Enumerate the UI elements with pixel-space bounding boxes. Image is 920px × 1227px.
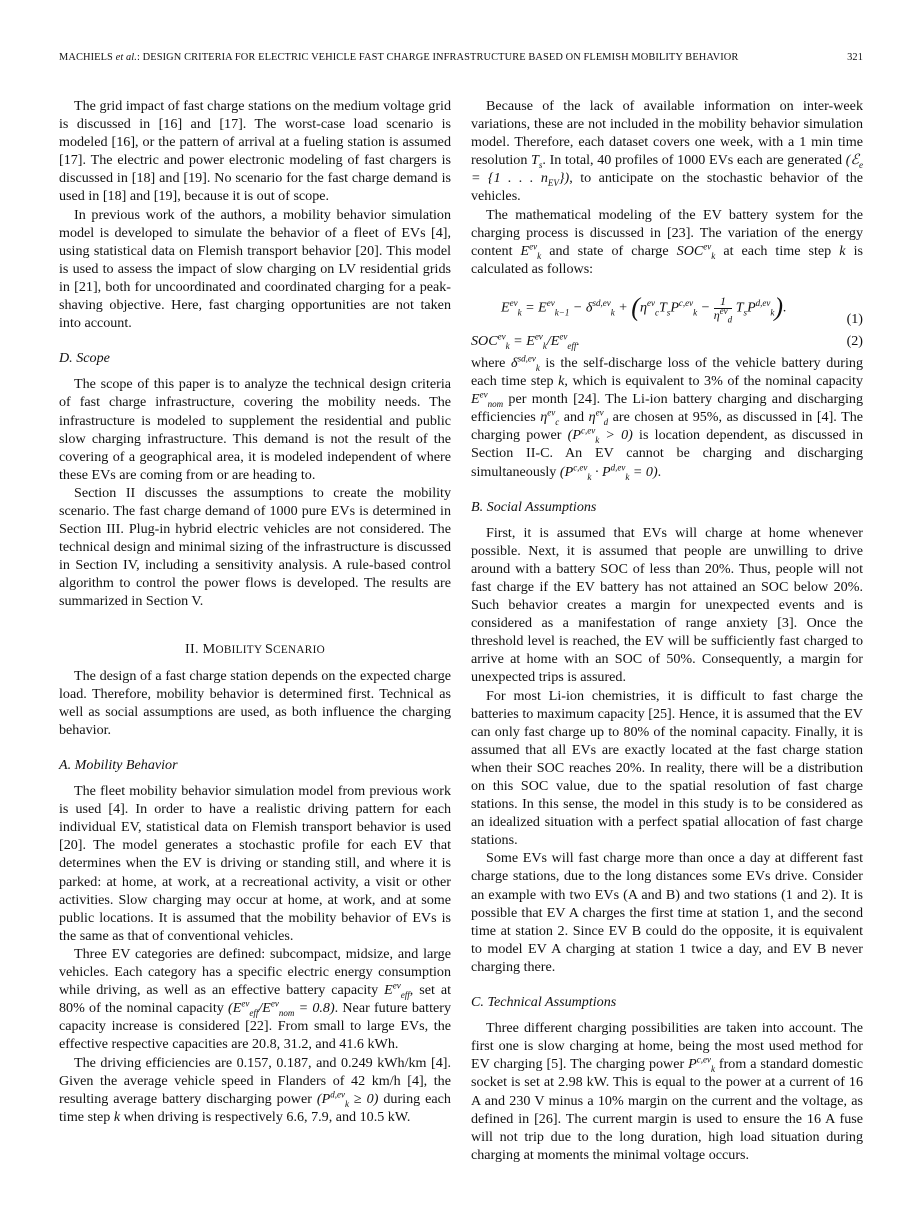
paragraph: In previous work of the authors, a mobility behavior simulation model is developed to simulate the behavior of a fleet of EVs [4], using statistical data on Flemish transport behavior [20]. This model is used to assess the impact of slow charging on LV residential grids in [21], both for uncoordinated and coordinated charging for a peak-shaving objective. Here, fast charging opportunities are not taken into account.: [59, 206, 451, 332]
paragraph: Because of the lack of available information on inter-week variations, these are not included in the mobility behavior simulation model. Therefore, each dataset covers one week, with a 1 min time resolution $T_s$. In total, 40 profiles of 1000 EVs each are generated (ℰ$_e$ = {1 . . . $n_{EV}$}), to anticipate on the stochastic behavior of the vehicles.: [471, 98, 864, 205]
paragraph: The mathematical modeling of the EV battery system for the charging process is discussed in [23]. The variation of the energy content $E^{ev}_k$ and state of charge $SOC^{ev}_k$ at each time step k is calculated as follows:: [471, 206, 863, 277]
math-inline: $T_s$: [531, 152, 543, 171]
math-inline: $(P^{c,ev}_k \cdot P^{d,ev}_k = 0)$: [559, 461, 658, 482]
math-inline: $(P^{c,ev}_k > 0)$: [567, 425, 633, 446]
equation-2-body: $SOC^{ev}_k = E^{ev}_k/E^{ev}_{eff}$.: [471, 331, 580, 351]
paragraph: The fleet mobility behavior simulation model from previous work is used [4]. In order to have a realistic driving pattern for each individual EV, statistical data on Flemish transport behavior is used [20]. The model generates a stochastic profile for each EV that determines when the EV is driving or standing still, and where it is parked: at home, at work, at a recreational activity, a visit or other activities. Slow charging may occur at home, at work, and at some public locations. It is assumed that the mobility behavior of EVs is the same as that of conventional vehicles.: [59, 783, 451, 944]
paragraph: Three different charging possibilities are taken into account. The first one is slow charging at home, being the most used method for EV charging [5]. The charging power $P^{c,ev}_k$ from a standard domestic socket is set at 2.98 kW. This is equal to the power at a current of 16 A and 230 V minus a 10% margin on the current and the voltage, as defined in [26]. The current margin is used to ensure the 16 A fuse will not trip due to the long duration, high load situation during charging at moments the minimal voltage occurs.: [471, 1020, 863, 1163]
math-inline: $P^{c,ev}_k$: [688, 1054, 715, 1075]
subsection-heading-social-assumptions: B. Social Assumptions: [471, 498, 597, 515]
equation-2-number: (2): [846, 332, 863, 349]
paragraph: Section II discusses the assumptions to create the mobility scenario. The fast charge demand of 1000 pure EVs is determined in Section III. Plug-in hybrid electric vehicles are not considered. The technical design and minimal sizing of the infrastructure is discussed in Section IV, including a sensitivity analysis. A rule-based control algorithm to control the power flows is developed. The results are summarized in Section V.: [59, 484, 451, 610]
left-column: [59, 97, 451, 1126]
paragraph: The design of a fast charge station depends on the expected charge load. Therefore, mobility behavior is determined first. Technical as well as social assumptions are used, as both influence the charging behavior.: [59, 667, 451, 738]
subsection-heading-mobility-behavior: A. Mobility Behavior: [59, 757, 178, 773]
math-inline: $E^{ev}_{nom}$: [471, 389, 504, 409]
math-inline: (ℰ$_e$ = {1 . . . $n_{EV}$}): [471, 152, 863, 189]
paragraph: where $\delta^{sd,ev}_k$ is the self-discharge loss of the vehicle battery during each time step k, which is equivalent to 3% of the nominal capacity $E^{ev}_{nom}$ per month [24]. The Li-ion battery charging and discharging efficiencies $\eta^{ev}_c$ and $\eta^{ev}_d$ are chosen at 95%, as discussed in [4]. The charging power $(P^{c,ev}_k > 0)$ is location dependent, as discussed in Section II-C. An EV cannot be charging and discharging simultaneously $(P^{c,ev}_k \cdot P^{d,ev}_k = 0)$.: [471, 353, 864, 482]
math-inline: k: [839, 242, 846, 259]
equation-1-number: (1): [846, 310, 863, 327]
paragraph: First, it is assumed that EVs will charge at home whenever possible. Next, it is assumed that people are unwilling to drive around with a battery SOC of less than 20%. Thus, people will not fast charge if the EV battery has not attained an SOC below 20%. Such behavior creates a margin for unexpected events and is considered as a manifestation of range anxiety [3]. Once the threshold level is reached, the EV will be sufficiently fast charged to arrive at home with an SOC of 50%. Consequently, a margin for unexpected trips is assured.: [471, 524, 863, 686]
paragraph: The driving efficiencies are 0.157, 0.187, and 0.249 kWh/km [4]. Given the average vehicle speed in Flanders of 42 km/h [4], the resulting average battery discharging power $(P^{d,ev}_k \ge 0)$ during each time step k when driving is respectively 6.6, 7.9, and 10.5 kW.: [59, 1054, 451, 1125]
section-heading-mobility-scenario: II. MOBILITY SCENARIO: [185, 640, 325, 657]
subsection-heading-technical-assumptions: C. Technical Assumptions: [471, 994, 617, 1011]
math-inline: $SOC^{ev}_k$: [676, 241, 716, 261]
equation-2: [471, 330, 863, 354]
paragraph: Some EVs will fast charge more than once a day at different fast charge stations, due to the long distances some EVs drive. Consider an example with two EVs (A and B) and two stations (1 and 2). It is possible that EV A charges the first time at station 1, and the second time at station 2. Since EV B could do the opposite, it is equivalent to model EV A charging at station 1 twice a day, and EV B never charging there.: [471, 850, 863, 975]
equation-1-body: $E^{ev}_k = E^{ev}_{k-1} - \delta^{sd,ev}_k + (\eta^{ev}_cT_sP^{c,ev}_k$ − 1 $\eta^{ev}_d$ $T_sP^{d,ev}_k$).: [501, 292, 787, 325]
math-inline: $\eta^{ev}_c$: [540, 407, 560, 428]
paragraph: For most Li-ion chemistries, it is difficult to fast charge the batteries to maximum capacity [25]. Hence, it is assumed that the EV can only fast charge up to 80% of the nominal capacity. Finally, it is assumed that all EVs are exactly located at the fast charge station when their SOC reaches 20%. In reality, there will be a distribution on this SOC value, due to the spatial resolution of fast charge stations. In this sense, the model in this study is to be considered as an idealized situation with a perfect spatial allocation of fast charge stations.: [471, 687, 863, 849]
math-inline: $\delta^{sd,ev}_k$: [511, 353, 540, 373]
subsection-heading-scope: D. Scope: [59, 350, 110, 367]
right-column: [471, 97, 863, 1164]
paragraph: Three EV categories are defined: subcompact, midsize, and large vehicles. Each category has a specific electric energy consumption while driving, as well as an effective battery capacity $E^{ev}_{eff}$, set at 80% of the nominal capacity $(E^{ev}_{eff}/E^{ev}_{nom} = 0.8)$. Near future battery capacity increase is considered [22]. From small to large EVs, the effective respective capacities are 20.8, 31.2, and 41.6 kWh.: [59, 945, 451, 1053]
math-inline: $\eta^{ev}_d$: [588, 407, 609, 428]
math-inline: $(P^{d,ev}_k \ge 0)$: [316, 1089, 379, 1109]
math-inline: $E^{ev}_{eff}$: [384, 980, 410, 1000]
math-inline: $(E^{ev}_{eff}/E^{ev}_{nom} = 0.8)$: [228, 998, 335, 1019]
paragraph: The grid impact of fast charge stations on the medium voltage grid is discussed in [16] and [17]. The worst-case load scenario is modeled [16], or the pattern of arrival at a fueling station is assumed [17]. The electric and power electronic modeling of fast chargers is discussed in [18] and [19]. No scenario for the fast charge demand is used in [18] and [19], because it is out of scope.: [59, 98, 451, 205]
math-inline: $E^{ev}_k$: [520, 241, 542, 261]
paragraph: The scope of this paper is to analyze the technical design criteria of fast charge infrastructure, covering the mobility needs. The infrastructure is modeled to supplement the residential and public slow charging infrastructure. This demand is not the result of the covering of a geographical area, it is modeled independent of where these EVs are coming from or are heading to.: [59, 376, 451, 483]
equation-1: [471, 287, 863, 330]
math-inline: k: [558, 373, 565, 390]
running-title: MACHIELS et al.: DESIGN CRITERIA FOR ELECTRIC VEHICLE FAST CHARGE INFRASTRUCTURE BASED ON FLEMISH MOBILITY BEHAVIOR: [59, 52, 739, 63]
math-inline: k: [113, 1108, 121, 1125]
page-number: 321: [847, 52, 863, 63]
